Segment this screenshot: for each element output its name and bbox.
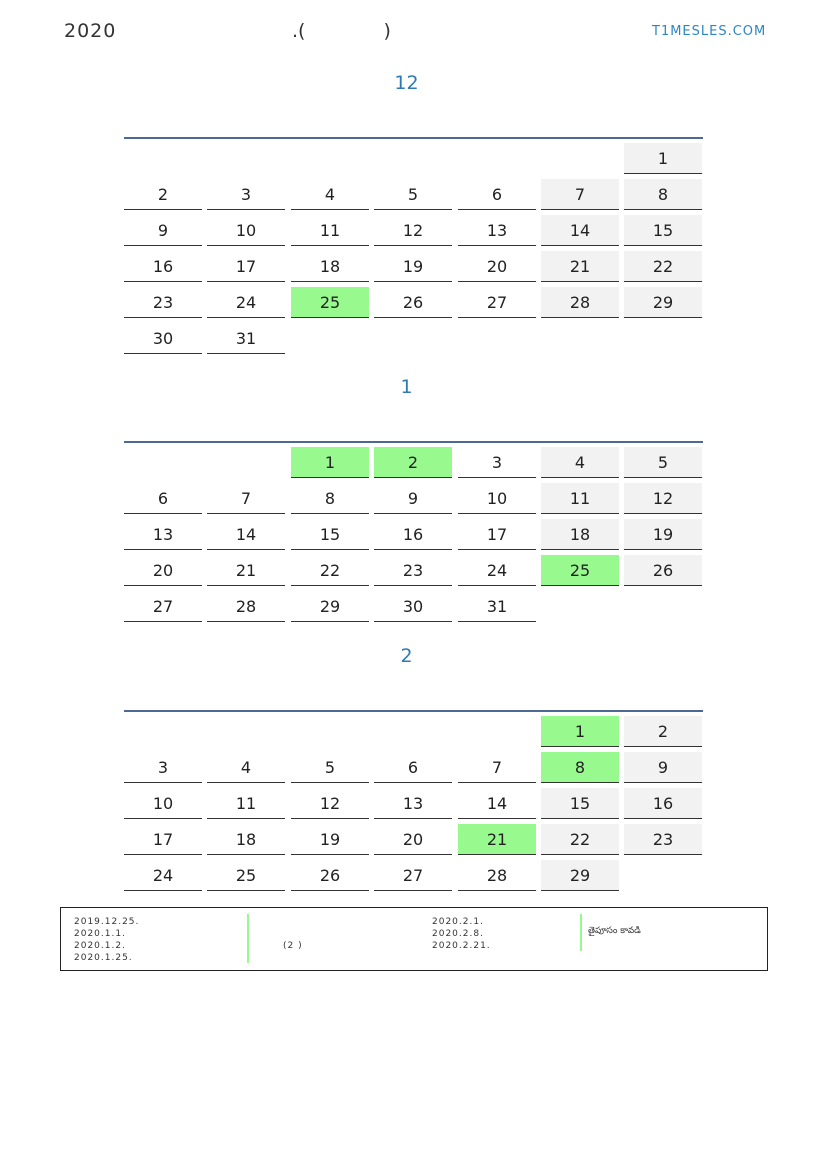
day-cell: 5 bbox=[624, 447, 702, 478]
site-link[interactable]: T1MESLES.COM bbox=[652, 24, 767, 39]
day-cell: 2 bbox=[624, 716, 702, 747]
legend-marker bbox=[580, 914, 582, 951]
day-cell: 7 bbox=[207, 483, 285, 514]
day-cell: 25 bbox=[541, 555, 619, 586]
legend-note: (2 ) bbox=[283, 941, 303, 951]
day-cell: 19 bbox=[374, 251, 452, 282]
day-cell: 24 bbox=[124, 860, 202, 891]
day-cell: 12 bbox=[624, 483, 702, 514]
day-cell: 15 bbox=[291, 519, 369, 550]
day-cell: 23 bbox=[374, 555, 452, 586]
day-cell: 10 bbox=[207, 215, 285, 246]
day-cell: 30 bbox=[124, 323, 202, 354]
day-cell: 8 bbox=[291, 483, 369, 514]
day-cell: 29 bbox=[624, 287, 702, 318]
day-cell: 28 bbox=[541, 287, 619, 318]
day-cell: 20 bbox=[374, 824, 452, 855]
header-mid-open: .( bbox=[292, 20, 306, 42]
day-cell: 9 bbox=[624, 752, 702, 783]
day-cell: 6 bbox=[374, 752, 452, 783]
day-cell: 17 bbox=[458, 519, 536, 550]
day-cell: 6 bbox=[458, 179, 536, 210]
day-cell: 30 bbox=[374, 591, 452, 622]
day-cell: 10 bbox=[124, 788, 202, 819]
day-cell: 13 bbox=[374, 788, 452, 819]
day-cell: 5 bbox=[291, 752, 369, 783]
legend-date: 2019.12.25. bbox=[74, 917, 140, 927]
day-cell: 16 bbox=[624, 788, 702, 819]
legend-date: 2020.1.2. bbox=[74, 941, 126, 951]
day-cell: 18 bbox=[541, 519, 619, 550]
day-cell: 12 bbox=[374, 215, 452, 246]
month-title-jan: 1 bbox=[400, 376, 413, 398]
day-cell: 18 bbox=[291, 251, 369, 282]
day-cell: 20 bbox=[124, 555, 202, 586]
day-cell: 21 bbox=[207, 555, 285, 586]
day-cell: 23 bbox=[124, 287, 202, 318]
calendar-top-rule bbox=[124, 710, 703, 712]
day-cell: 2 bbox=[124, 179, 202, 210]
calendar-top-rule bbox=[124, 441, 703, 443]
day-cell: 26 bbox=[374, 287, 452, 318]
day-cell: 23 bbox=[624, 824, 702, 855]
day-cell: 16 bbox=[374, 519, 452, 550]
day-cell: 25 bbox=[207, 860, 285, 891]
day-cell: 1 bbox=[291, 447, 369, 478]
day-cell: 5 bbox=[374, 179, 452, 210]
day-cell: 27 bbox=[124, 591, 202, 622]
legend-date: 2020.2.1. bbox=[432, 917, 484, 927]
day-cell: 29 bbox=[541, 860, 619, 891]
day-cell: 18 bbox=[207, 824, 285, 855]
day-cell: 11 bbox=[291, 215, 369, 246]
day-cell: 21 bbox=[458, 824, 536, 855]
day-cell: 7 bbox=[541, 179, 619, 210]
day-cell: 28 bbox=[207, 591, 285, 622]
legend-box bbox=[60, 907, 768, 971]
day-cell: 13 bbox=[458, 215, 536, 246]
legend-marker bbox=[247, 914, 249, 963]
day-cell: 19 bbox=[291, 824, 369, 855]
day-cell: 13 bbox=[124, 519, 202, 550]
day-cell: 22 bbox=[541, 824, 619, 855]
day-cell: 9 bbox=[374, 483, 452, 514]
day-cell: 4 bbox=[207, 752, 285, 783]
day-cell: 2 bbox=[374, 447, 452, 478]
day-cell: 15 bbox=[624, 215, 702, 246]
day-cell: 1 bbox=[624, 143, 702, 174]
header-mid bbox=[292, 20, 391, 42]
header-year: 2020 bbox=[64, 20, 117, 42]
day-cell: 12 bbox=[291, 788, 369, 819]
day-cell: 14 bbox=[207, 519, 285, 550]
day-cell: 21 bbox=[541, 251, 619, 282]
day-cell: 6 bbox=[124, 483, 202, 514]
day-cell: 24 bbox=[207, 287, 285, 318]
day-cell: 27 bbox=[458, 287, 536, 318]
day-cell: 31 bbox=[458, 591, 536, 622]
calendar-top-rule bbox=[124, 137, 703, 139]
day-cell: 8 bbox=[624, 179, 702, 210]
month-title-dec: 12 bbox=[394, 72, 419, 94]
legend-date: 2020.1.25. bbox=[74, 953, 133, 963]
day-cell: 24 bbox=[458, 555, 536, 586]
day-cell: 25 bbox=[291, 287, 369, 318]
header-mid-close: ) bbox=[383, 20, 391, 42]
day-cell: 17 bbox=[207, 251, 285, 282]
day-cell: 4 bbox=[291, 179, 369, 210]
day-cell: 7 bbox=[458, 752, 536, 783]
day-cell: 3 bbox=[124, 752, 202, 783]
day-cell: 3 bbox=[458, 447, 536, 478]
day-cell: 27 bbox=[374, 860, 452, 891]
day-cell: 11 bbox=[207, 788, 285, 819]
day-cell: 3 bbox=[207, 179, 285, 210]
day-cell: 29 bbox=[291, 591, 369, 622]
day-cell: 9 bbox=[124, 215, 202, 246]
day-cell: 22 bbox=[624, 251, 702, 282]
day-cell: 11 bbox=[541, 483, 619, 514]
day-cell: 16 bbox=[124, 251, 202, 282]
day-cell: 26 bbox=[291, 860, 369, 891]
day-cell: 28 bbox=[458, 860, 536, 891]
day-cell: 17 bbox=[124, 824, 202, 855]
legend-date: 2020.2.8. bbox=[432, 929, 484, 939]
legend-date: 2020.2.21. bbox=[432, 941, 491, 951]
day-cell: 8 bbox=[541, 752, 619, 783]
day-cell: 14 bbox=[458, 788, 536, 819]
legend-date: 2020.1.1. bbox=[74, 929, 126, 939]
day-cell: 15 bbox=[541, 788, 619, 819]
day-cell: 22 bbox=[291, 555, 369, 586]
month-title-feb: 2 bbox=[400, 645, 413, 667]
day-cell: 26 bbox=[624, 555, 702, 586]
day-cell: 10 bbox=[458, 483, 536, 514]
day-cell: 31 bbox=[207, 323, 285, 354]
day-cell: 19 bbox=[624, 519, 702, 550]
day-cell: 1 bbox=[541, 716, 619, 747]
day-cell: 4 bbox=[541, 447, 619, 478]
day-cell: 14 bbox=[541, 215, 619, 246]
day-cell: 20 bbox=[458, 251, 536, 282]
legend-festival: తైపూసం కావడి bbox=[588, 926, 641, 936]
